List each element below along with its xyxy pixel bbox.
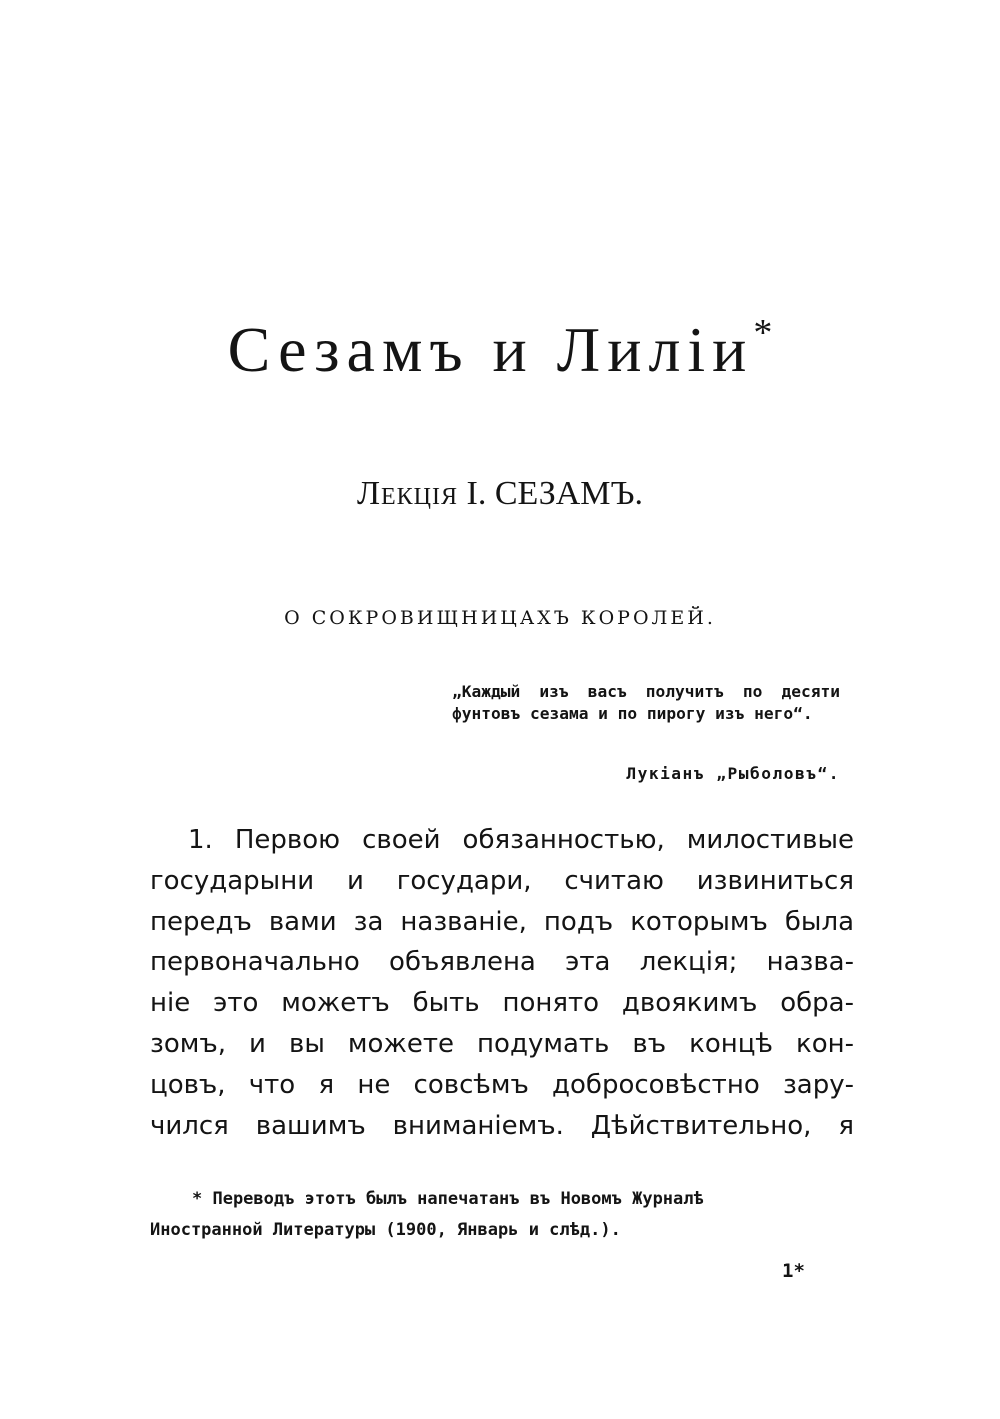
epigraph-source: Лукіанъ „Рыболовъ“. <box>626 764 840 783</box>
footnote <box>150 1184 866 1246</box>
footnote-line: * Переводъ этотъ былъ напечатанъ въ Новомъ Журналѣ <box>192 1189 704 1209</box>
lecture-name: СЕЗАМЪ. <box>494 475 644 512</box>
body-line: зомъ, и вы можете подумать въ концѣ кон- <box>150 1028 854 1059</box>
epigraph-quote: „Каждый изъ васъ получитъ по десяти фунтовъ сезама и по пирогу изъ него“. <box>452 682 840 723</box>
footnote-line: Иностранной Литературы (1900, Январь и слѣд.). <box>150 1220 621 1240</box>
body-line: ніе это можетъ быть понято двоякимъ обра- <box>150 988 854 1019</box>
body-line: первоначально объявлена эта лекція; назва- <box>150 947 854 978</box>
signature-mark: 1* <box>782 1260 805 1282</box>
section-subtitle: О СОКРОВИЩНИЦАХЪ КОРОЛЕЙ. <box>284 607 716 629</box>
lecture-number: I. <box>466 475 487 512</box>
page-title <box>0 312 1000 385</box>
lecture-heading <box>0 477 1000 511</box>
title-text: Сезамъ и Лиліи <box>227 314 754 385</box>
body-paragraph <box>150 820 854 1146</box>
body-line: государыни и государи, считаю извиниться <box>150 865 854 896</box>
title-footnote-marker: * <box>753 312 773 354</box>
body-line: передъ вами за названіе, подъ которымъ была <box>150 906 854 937</box>
body-line: цовъ, что я не совсѣмъ добросовѣстно зару- <box>150 1069 854 1100</box>
body-line: 1. Первою своей обязанностью, милостивые <box>188 825 854 855</box>
lecture-label: Лекція <box>356 475 459 512</box>
body-line: чился вашимъ вниманіемъ. Дѣйствительно, я <box>150 1110 854 1141</box>
